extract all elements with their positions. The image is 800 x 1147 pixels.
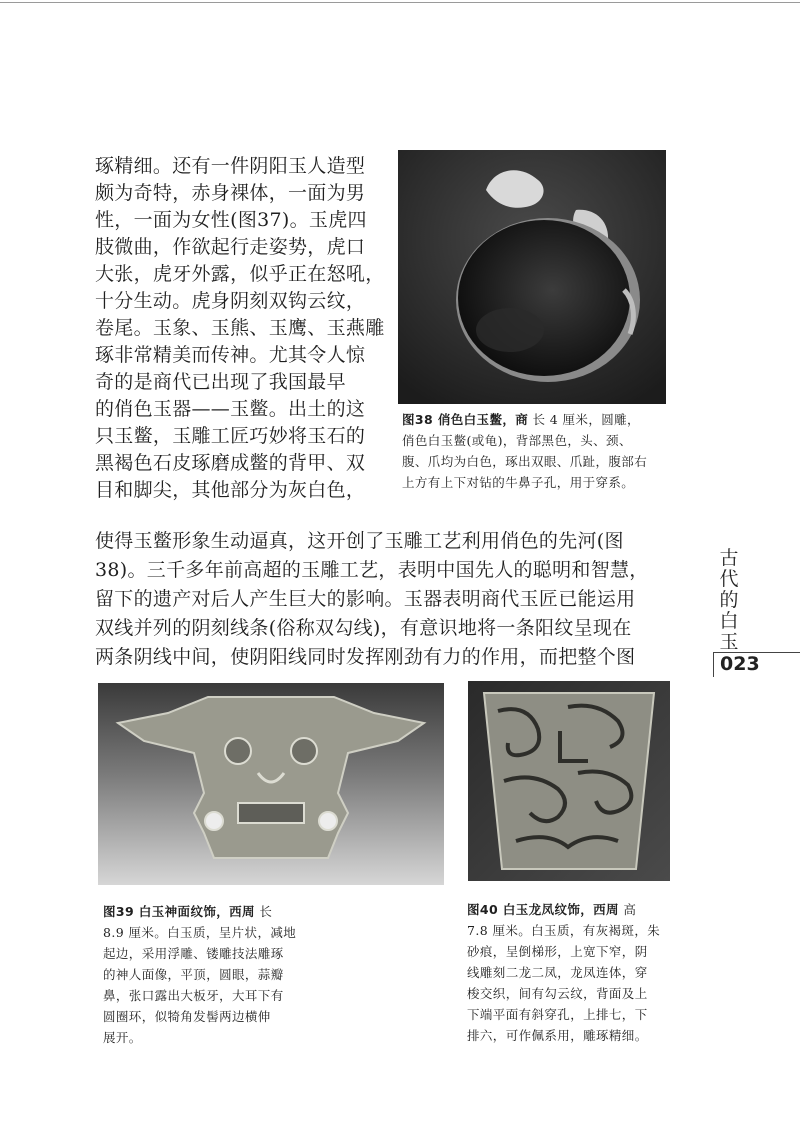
figure39-photo [98, 683, 444, 885]
caption-title: 图39 白玉神面纹饰，西周 [103, 904, 255, 919]
body-line: 十分生动。虎身阴刻双钩云纹， [95, 290, 366, 312]
body-line: 琢非常精美而传神。尤其令人惊 [95, 344, 366, 366]
caption-line: 俏色白玉鳖(或龟)，背部黑色，头、颈、 [402, 433, 632, 448]
caption-line: 7.8 厘米。白玉质，有灰褐斑，朱 [467, 923, 661, 938]
caption-line: 下端平面有斜穿孔，上排七，下 [467, 1007, 648, 1022]
jade-dragon-phoenix-ornament-image [468, 681, 670, 881]
caption-line: 上方有上下对钻的牛鼻子孔，用于穿系。 [402, 475, 635, 490]
caption-title: 图40 白玉龙凤纹饰，西周 [467, 902, 619, 917]
caption-line: 梭交织，间有勾云纹，背面及上 [467, 986, 648, 1001]
caption-text: 长 [254, 904, 273, 919]
body-line: 双线并列的阴刻线条(俗称双勾线)，有意识地将一条阳纹呈现在 [95, 617, 632, 639]
jade-mask-ornament-image [98, 683, 444, 885]
figure40-photo [468, 681, 670, 881]
caption-line: 8.9 厘米。白玉质，呈片状，减地 [103, 925, 297, 940]
caption-line: 展开。 [103, 1030, 142, 1045]
body-line: 两条阴线中间，使阴阳线同时发挥刚劲有力的作用，而把整个图 [95, 646, 636, 668]
body-line: 卷尾。玉象、玉熊、玉鹰、玉燕雕 [95, 317, 385, 339]
caption-line: 砂痕，呈倒梯形，上宽下窄，阴 [467, 944, 648, 959]
caption-line: 腹、爪均为白色，琢出双眼、爪趾，腹部右 [402, 454, 648, 469]
caption-line: 的神人面像，平顶，圆眼，蒜瓣 [103, 967, 284, 982]
body-line: 目和脚尖，其他部分为灰白色， [95, 479, 366, 501]
jade-turtle-image [398, 150, 666, 404]
body-line: 留下的遗产对后人产生巨大的影响。玉器表明商代玉匠已能运用 [95, 588, 636, 610]
body-line: 肢微曲，作欲起行走姿势，虎口 [95, 236, 366, 258]
side-char: 玉 [719, 631, 739, 653]
body-line: 琢精细。还有一件阴阳玉人造型 [95, 155, 366, 177]
body-line: 黑褐色石皮琢磨成鳖的背甲、双 [95, 452, 366, 474]
body-line: 颇为奇特，赤身裸体，一面为男 [95, 182, 366, 204]
side-char: 白 [719, 610, 739, 632]
side-char: 代 [719, 568, 739, 590]
side-char: 的 [719, 589, 739, 611]
caption-text: 长 4 厘米，圆雕， [528, 412, 640, 427]
caption-line: 线雕刻二龙二凤，龙凤连体，穿 [467, 965, 648, 980]
caption-line: 圆圈环，似犄角发髻两边横伸 [103, 1009, 271, 1024]
page-number: 023 [720, 653, 760, 675]
caption-line: 鼻，张口露出大板牙，大耳下有 [103, 988, 284, 1003]
body-line: 性，一面为女性(图37)。玉虎四 [95, 209, 367, 231]
caption-line: 起边，采用浮雕、镂雕技法雕琢 [103, 946, 284, 961]
figure38-photo [398, 150, 666, 404]
body-line: 大张，虎牙外露，似乎正在怒吼， [95, 263, 385, 285]
body-line: 使得玉鳖形象生动逼真，这开创了玉雕工艺利用俏色的先河(图 [95, 530, 624, 552]
caption-line: 排六，可作佩系用，雕琢精细。 [467, 1028, 648, 1043]
body-line: 38)。三千多年前高超的玉雕工艺，表明中国先人的聪明和智慧， [95, 559, 649, 581]
top-rule [0, 2, 800, 3]
body-line: 奇的是商代已出现了我国最早 [95, 371, 346, 393]
body-line: 只玉鳖，玉雕工匠巧妙将玉石的 [95, 425, 366, 447]
chapter-side-label [717, 548, 741, 653]
side-char: 古 [719, 547, 739, 569]
caption-title: 图38 俏色白玉鳖，商 [402, 412, 529, 427]
body-line: 的俏色玉器——玉鳖。出土的这 [95, 398, 366, 420]
caption-text: 高 [618, 902, 637, 917]
